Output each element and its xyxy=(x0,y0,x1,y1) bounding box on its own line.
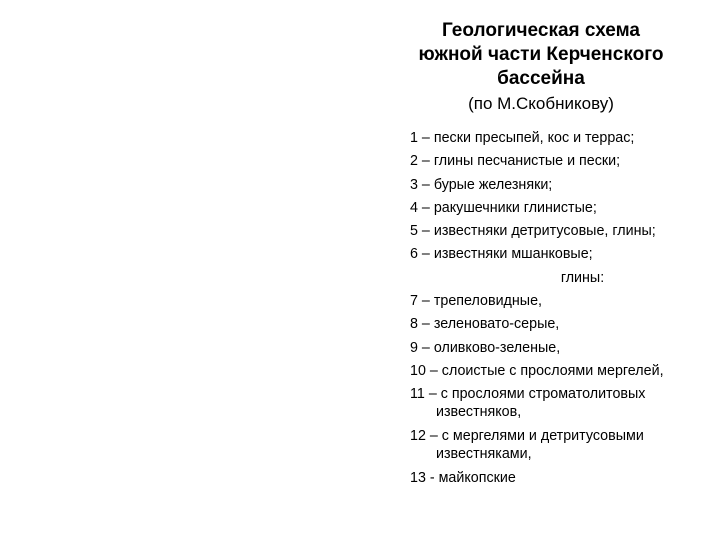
legend-item-1: 1 – пески пресыпей, кос и террас; xyxy=(410,130,635,146)
legend-item-13: 13 - майкопские xyxy=(410,470,516,487)
title-block xyxy=(400,19,682,115)
legend-item-12-line-1: 12 – с мергелями и детритусовыми xyxy=(410,428,644,445)
legend-item-12-line-2: известняками, xyxy=(436,446,532,463)
legend-group-label-clays: глины: xyxy=(560,269,605,286)
legend-item-11 xyxy=(410,384,715,426)
legend-item-3: 3 – бурые железняки; xyxy=(410,176,553,193)
legend-item-12 xyxy=(410,426,715,468)
title-subtitle: (по М.Скобникову) xyxy=(468,94,614,113)
legend-item-6: 6 – известняки мшанковые; xyxy=(410,246,593,263)
legend-item-10: 10 – слоистые с прослоями мергелей, xyxy=(410,362,664,379)
legend-item-5: 5 – известняки детритусовые, глины; xyxy=(410,223,656,240)
title-line-1: Геологическая схема xyxy=(442,20,640,41)
title-line-2: южной части Керченского xyxy=(418,44,664,65)
legend-item-9: 9 – оливково-зеленые, xyxy=(410,339,561,356)
title-line-3: бассейна xyxy=(497,68,585,89)
legend-list xyxy=(410,128,715,492)
legend-item-11-line-1: 11 – с прослоями строматолитовых xyxy=(410,386,646,403)
legend-item-2: 2 – глины песчанистые и пески; xyxy=(410,153,621,170)
legend-item-4: 4 – ракушечники глинистые; xyxy=(410,199,597,216)
legend-item-8: 8 – зеленовато-серые, xyxy=(410,316,560,333)
legend-item-11-line-2: известняков, xyxy=(436,404,522,421)
legend-item-7: 7 – трепеловидные, xyxy=(410,293,542,310)
